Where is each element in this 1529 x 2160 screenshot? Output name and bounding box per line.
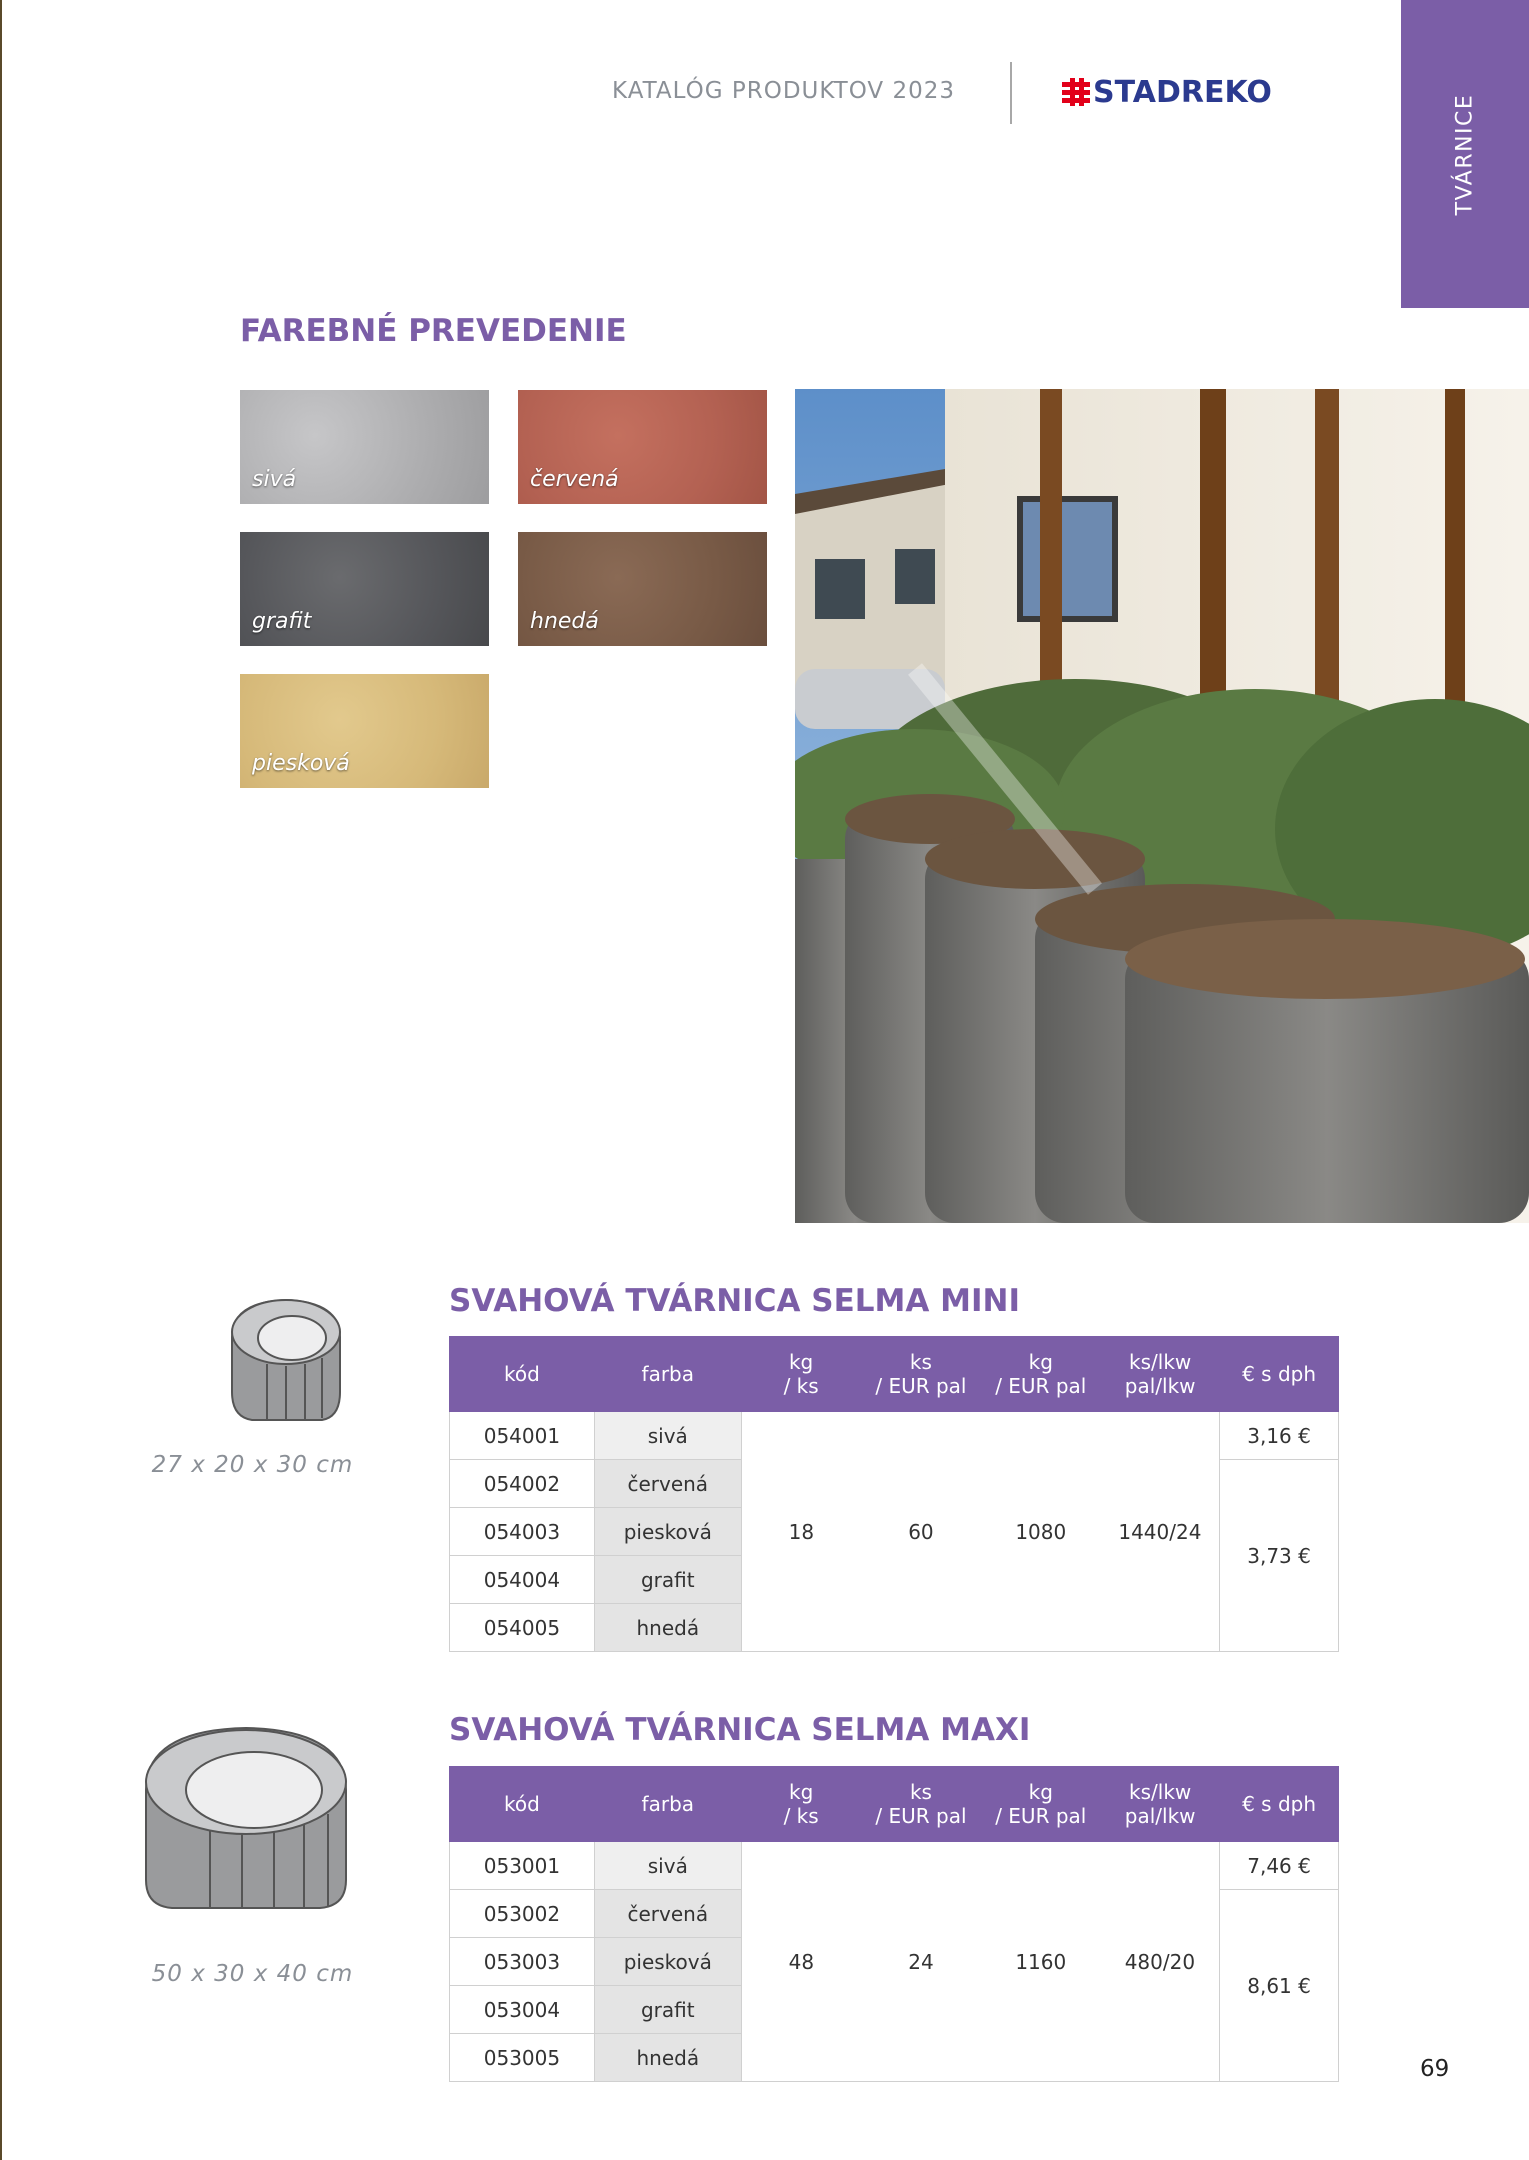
header-kg-per-pallet [981,1767,1101,1842]
kg-per-piece-cell: 18 [741,1412,861,1652]
code-cell: 054002 [450,1460,595,1508]
logo-text: STADREKO [1093,74,1272,110]
code-cell: 054001 [450,1412,595,1460]
garden-planter-photo [795,389,1529,1223]
code-cell: 054003 [450,1508,595,1556]
selma-mini-dimensions: 27 x 20 x 30 cm [151,1452,354,1478]
header-pcs-per-pallet [861,1767,981,1842]
pcs-per-truck-cell: 1440/24 [1101,1412,1220,1652]
catalog-title: KATALÓG PRODUKTOV 2023 [612,78,955,104]
page-number: 69 [1420,2056,1450,2082]
header-price: € s dph [1220,1767,1339,1842]
header-kg-per-piece-text: kg / ks [783,1350,819,1398]
brand-logo [1062,73,1272,111]
swatch-label: červená [530,467,619,492]
pcs-per-truck-cell: 480/20 [1101,1842,1220,2082]
code-cell: 053003 [450,1938,595,1986]
color-cell: piesková [594,1508,741,1556]
swatch-label: piesková [252,751,350,776]
color-cell: červená [594,1460,741,1508]
table-header-row [450,1767,1339,1842]
side-tab-label-wrap [1401,0,1529,308]
header-pcs-per-pallet-text: ks / EUR pal [875,1780,967,1828]
selma-maxi-block-icon [140,1720,352,1914]
header-kg-per-piece [741,1337,861,1412]
table-header-row [450,1337,1339,1412]
header-code: kód [450,1767,595,1842]
swatch-label: grafit [252,609,312,634]
swatch-pieskova [240,674,489,788]
pcs-per-pallet-cell: 24 [861,1842,981,2082]
color-cell: červená [594,1890,741,1938]
header-pcs-per-pallet-text: ks / EUR pal [875,1350,967,1398]
table-row [450,1842,1339,1890]
header-pcs-per-truck [1101,1767,1220,1842]
selma-maxi-dimensions: 50 x 30 x 40 cm [151,1961,354,1987]
selma-mini-title: SVAHOVÁ TVÁRNICA SELMA MINI [449,1283,1021,1319]
color-cell: grafit [594,1556,741,1604]
selma-maxi-title: SVAHOVÁ TVÁRNICA SELMA MAXI [449,1712,1031,1748]
header-kg-per-piece-text: kg / ks [783,1780,819,1828]
swatch-hneda [518,532,767,646]
color-cell: hnedá [594,2034,741,2082]
side-tab-label: TVÁRNICE [1452,93,1478,215]
header-kg-per-pallet-text: kg / EUR pal [995,1350,1087,1398]
code-cell: 053004 [450,1986,595,2034]
color-cell: sivá [594,1842,741,1890]
swatch-cervena [518,390,767,504]
kg-per-pallet-cell: 1080 [981,1412,1101,1652]
header-kg-per-pallet [981,1337,1101,1412]
price-colored-cell: 8,61 € [1220,1890,1339,2082]
code-cell: 053002 [450,1890,595,1938]
header-pcs-per-truck-text: ks/lkw pal/lkw [1124,1780,1196,1828]
color-cell: sivá [594,1412,741,1460]
table-row [450,1412,1339,1460]
header-pcs-per-truck [1101,1337,1220,1412]
swatch-grafit [240,532,489,646]
kg-per-pallet-cell: 1160 [981,1842,1101,2082]
swatch-label: hnedá [530,609,599,634]
price-grey-cell: 7,46 € [1220,1842,1339,1890]
kg-per-piece-cell: 48 [741,1842,861,2082]
code-cell: 053001 [450,1842,595,1890]
selma-mini-table [449,1336,1339,1652]
code-cell: 054005 [450,1604,595,1652]
swatch-label: sivá [252,467,297,492]
header-divider [1010,62,1012,124]
code-cell: 054004 [450,1556,595,1604]
selma-maxi-table [449,1766,1339,2082]
pcs-per-pallet-cell: 60 [861,1412,981,1652]
header-kg-per-pallet-text: kg / EUR pal [995,1780,1087,1828]
code-cell: 053005 [450,2034,595,2082]
header-pcs-per-truck-text: ks/lkw pal/lkw [1124,1350,1196,1398]
swatch-siva [240,390,489,504]
header-color: farba [594,1767,741,1842]
header-kg-per-piece [741,1767,861,1842]
left-edge-rule [0,0,2,2160]
header-color: farba [594,1337,741,1412]
selma-mini-block-icon [222,1292,350,1426]
header-code: kód [450,1337,595,1412]
color-cell: piesková [594,1938,741,1986]
color-cell: hnedá [594,1604,741,1652]
header-pcs-per-pallet [861,1337,981,1412]
logo-brick-icon [1062,78,1090,106]
header-price: € s dph [1220,1337,1339,1412]
price-grey-cell: 3,16 € [1220,1412,1339,1460]
color-cell: grafit [594,1986,741,2034]
price-colored-cell: 3,73 € [1220,1460,1339,1652]
color-section-title: FAREBNÉ PREVEDENIE [240,313,627,349]
